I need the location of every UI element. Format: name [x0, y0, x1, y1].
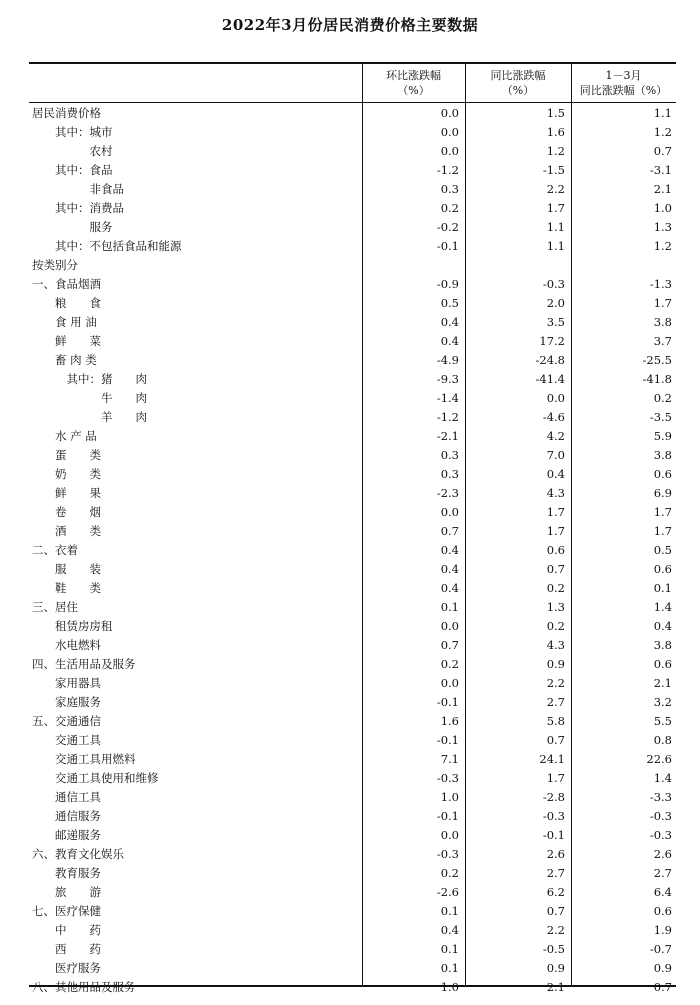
row-label: 三、居住 [32, 600, 78, 614]
row-mom-value: 0.2 [440, 657, 459, 671]
row-mom-value: -1.2 [436, 410, 459, 424]
row-ytd-value: -0.3 [649, 828, 672, 842]
row-ytd-value: 2.1 [653, 182, 672, 196]
row-ytd-value: 3.8 [653, 315, 672, 329]
row-mom-value: 0.7 [440, 638, 459, 652]
row-label: 一、食品烟酒 [32, 277, 101, 291]
row-yoy-value: -4.6 [542, 410, 565, 424]
row-mom-value: 0.4 [440, 334, 459, 348]
row-ytd-value: 5.9 [653, 429, 672, 443]
row-yoy-value: 0.2 [546, 619, 565, 633]
header-yoy [465, 64, 571, 102]
row-mom-value: 0.0 [440, 505, 459, 519]
header-yoy-line2: （%） [501, 84, 535, 97]
row-label: 西 药 [32, 942, 101, 956]
table-row [29, 332, 676, 351]
row-ytd-value: 2.7 [653, 866, 672, 880]
table-row [29, 712, 676, 731]
row-mom-value: -9.3 [436, 372, 459, 386]
row-mom-value: 0.4 [440, 543, 459, 557]
row-label: 租赁房房租 [32, 619, 113, 633]
row-ytd-value: 3.7 [653, 334, 672, 348]
row-mom-value: 0.3 [440, 448, 459, 462]
row-ytd-value: 3.8 [653, 448, 672, 462]
row-label: 羊 肉 [32, 410, 147, 424]
row-yoy-value: 0.4 [546, 467, 565, 481]
row-label: 其中：消费品 [32, 201, 124, 215]
table-row [29, 522, 676, 541]
row-yoy-value: 6.2 [546, 885, 565, 899]
row-ytd-value: 0.6 [653, 562, 672, 576]
table-row [29, 579, 676, 598]
row-ytd-value: 0.2 [653, 391, 672, 405]
row-ytd-value: -1.3 [649, 277, 672, 291]
row-ytd-value: 1.2 [653, 125, 672, 139]
row-yoy-value: 7.0 [546, 448, 565, 462]
header-mom-line1: 环比涨跌幅 [386, 69, 441, 82]
row-mom-value: -4.9 [436, 353, 459, 367]
table-row [29, 883, 676, 902]
row-mom-value: -0.1 [436, 695, 459, 709]
row-yoy-value: 5.8 [546, 714, 565, 728]
row-label: 八、其他用品及服务 [32, 980, 136, 994]
row-mom-value: -0.1 [436, 809, 459, 823]
row-yoy-value: 1.5 [546, 106, 565, 120]
row-label: 粮 食 [32, 296, 101, 310]
row-mom-value: 0.3 [440, 467, 459, 481]
table-row [29, 598, 676, 617]
row-mom-value: 0.4 [440, 315, 459, 329]
row-yoy-value: 1.7 [546, 771, 565, 785]
row-mom-value: 0.1 [440, 942, 459, 956]
row-yoy-value: 1.2 [546, 144, 565, 158]
row-ytd-value: 0.8 [653, 733, 672, 747]
row-yoy-value: 0.7 [546, 733, 565, 747]
row-yoy-value: 2.7 [546, 695, 565, 709]
row-label: 七、医疗保健 [32, 904, 101, 918]
row-ytd-value: -3.3 [649, 790, 672, 804]
table-row [29, 275, 676, 294]
row-yoy-value: 1.3 [546, 600, 565, 614]
row-mom-value: 0.4 [440, 581, 459, 595]
row-yoy-value: 1.1 [546, 220, 565, 234]
row-yoy-value: 2.1 [546, 980, 565, 994]
row-label: 二、衣着 [32, 543, 78, 557]
row-yoy-value: 0.7 [546, 562, 565, 576]
row-ytd-value: 22.6 [646, 752, 672, 766]
table-row [29, 788, 676, 807]
table-row [29, 864, 676, 883]
row-mom-value: 0.0 [440, 125, 459, 139]
row-mom-value: 0.4 [440, 923, 459, 937]
row-ytd-value: 1.2 [653, 239, 672, 253]
row-yoy-value: -0.3 [542, 277, 565, 291]
row-label: 服 装 [32, 562, 101, 576]
row-label: 通信工具 [32, 790, 101, 804]
row-yoy-value: -24.8 [535, 353, 565, 367]
row-yoy-value: 2.2 [546, 923, 565, 937]
header-rule [29, 102, 676, 103]
row-label: 中 药 [32, 923, 101, 937]
table-row [29, 123, 676, 142]
row-mom-value: 0.0 [440, 828, 459, 842]
row-label: 家用器具 [32, 676, 101, 690]
table-row [29, 826, 676, 845]
row-label: 酒 类 [32, 524, 101, 538]
row-ytd-value: 0.9 [653, 961, 672, 975]
table-row [29, 256, 676, 275]
table-row [29, 655, 676, 674]
row-label: 水 产 品 [32, 429, 97, 443]
table-row [29, 104, 676, 123]
table-row [29, 294, 676, 313]
table-row [29, 370, 676, 389]
table-row [29, 845, 676, 864]
row-label: 卷 烟 [32, 505, 101, 519]
row-label: 其中：不包括食品和能源 [32, 239, 182, 253]
table-body [29, 104, 676, 997]
row-ytd-value: 0.4 [653, 619, 672, 633]
row-yoy-value: 24.1 [539, 752, 565, 766]
table-row [29, 199, 676, 218]
row-mom-value: 0.2 [440, 201, 459, 215]
table-row [29, 427, 676, 446]
table-row [29, 446, 676, 465]
row-yoy-value: 2.0 [546, 296, 565, 310]
row-label: 居民消费价格 [32, 106, 101, 120]
row-label: 通信服务 [32, 809, 101, 823]
row-ytd-value: 0.1 [653, 581, 672, 595]
row-label: 服务 [32, 220, 113, 234]
row-label: 水电燃料 [32, 638, 101, 652]
row-ytd-value: 1.3 [653, 220, 672, 234]
row-label: 鲜 菜 [32, 334, 101, 348]
row-yoy-value: 2.7 [546, 866, 565, 880]
row-yoy-value: 1.6 [546, 125, 565, 139]
row-mom-value: -2.1 [436, 429, 459, 443]
row-ytd-value: 2.1 [653, 676, 672, 690]
row-label: 其中：食品 [32, 163, 113, 177]
row-yoy-value: 0.9 [546, 657, 565, 671]
table-row [29, 560, 676, 579]
header-ytd-line2: 同比涨跌幅（%） [579, 84, 668, 97]
header-ytd-line1: 1－3月 [605, 69, 642, 82]
row-yoy-value: -0.3 [542, 809, 565, 823]
row-mom-value: 0.1 [440, 904, 459, 918]
row-label: 蛋 类 [32, 448, 101, 462]
table-row [29, 237, 676, 256]
table-row [29, 180, 676, 199]
row-label: 五、交通通信 [32, 714, 101, 728]
table-row [29, 161, 676, 180]
row-yoy-value: 0.0 [546, 391, 565, 405]
table-row [29, 541, 676, 560]
row-ytd-value: 0.6 [653, 467, 672, 481]
row-yoy-value: 0.2 [546, 581, 565, 595]
row-label: 牛 肉 [32, 391, 147, 405]
table-row [29, 769, 676, 788]
row-label: 按类别分 [32, 258, 78, 272]
table-row [29, 940, 676, 959]
row-yoy-value: 1.7 [546, 524, 565, 538]
row-yoy-value: 0.7 [546, 904, 565, 918]
row-mom-value: -0.1 [436, 733, 459, 747]
table-row [29, 978, 676, 997]
row-yoy-value: 1.7 [546, 505, 565, 519]
table-row [29, 484, 676, 503]
row-yoy-value: -1.5 [542, 163, 565, 177]
row-label: 邮递服务 [32, 828, 101, 842]
table-row [29, 807, 676, 826]
row-ytd-value: 5.5 [653, 714, 672, 728]
row-label: 非食品 [32, 182, 124, 196]
header-ytd [571, 64, 676, 102]
row-label: 交通工具用燃料 [32, 752, 136, 766]
table-row [29, 921, 676, 940]
row-mom-value: 1.0 [440, 980, 459, 994]
row-label: 其中：城市 [32, 125, 113, 139]
row-mom-value: -1.4 [436, 391, 459, 405]
table-row [29, 503, 676, 522]
row-mom-value: 0.0 [440, 106, 459, 120]
row-ytd-value: 1.0 [653, 201, 672, 215]
table-row [29, 636, 676, 655]
row-yoy-value: -0.5 [542, 942, 565, 956]
row-ytd-value: 1.1 [653, 106, 672, 120]
row-ytd-value: 6.9 [653, 486, 672, 500]
row-ytd-value: 0.7 [653, 144, 672, 158]
row-yoy-value: 3.5 [546, 315, 565, 329]
row-ytd-value: -41.8 [642, 372, 672, 386]
row-mom-value: 0.3 [440, 182, 459, 196]
row-label: 旅 游 [32, 885, 101, 899]
row-mom-value: 7.1 [440, 752, 459, 766]
row-ytd-value: 1.4 [653, 600, 672, 614]
row-ytd-value: 0.7 [653, 980, 672, 994]
row-ytd-value: 0.6 [653, 904, 672, 918]
row-label: 鞋 类 [32, 581, 101, 595]
table-row [29, 731, 676, 750]
table-row [29, 142, 676, 161]
row-mom-value: 0.5 [440, 296, 459, 310]
row-yoy-value: 2.2 [546, 182, 565, 196]
row-label: 交通工具 [32, 733, 101, 747]
row-mom-value: 0.2 [440, 866, 459, 880]
row-mom-value: -0.2 [436, 220, 459, 234]
row-ytd-value: 1.9 [653, 923, 672, 937]
row-label: 家庭服务 [32, 695, 101, 709]
row-mom-value: 0.0 [440, 144, 459, 158]
row-label: 其中：猪 肉 [32, 372, 147, 386]
header-yoy-line1: 同比涨跌幅 [490, 69, 546, 82]
table-header [29, 64, 676, 102]
table-row [29, 617, 676, 636]
row-label: 六、教育文化娱乐 [32, 847, 124, 861]
row-ytd-value: 1.7 [653, 505, 672, 519]
row-ytd-value: -3.1 [649, 163, 672, 177]
table-row [29, 313, 676, 332]
table-row [29, 351, 676, 370]
row-ytd-value: 2.6 [653, 847, 672, 861]
row-label: 畜 肉 类 [32, 353, 97, 367]
row-yoy-value: 1.1 [546, 239, 565, 253]
row-ytd-value: 0.5 [653, 543, 672, 557]
row-mom-value: -0.9 [436, 277, 459, 291]
row-label: 奶 类 [32, 467, 101, 481]
row-mom-value: -0.3 [436, 847, 459, 861]
row-yoy-value: 17.2 [539, 334, 565, 348]
table-row [29, 465, 676, 484]
row-mom-value: -0.3 [436, 771, 459, 785]
row-label: 医疗服务 [32, 961, 101, 975]
row-yoy-value: 0.9 [546, 961, 565, 975]
row-ytd-value: -0.7 [649, 942, 672, 956]
row-yoy-value: 2.6 [546, 847, 565, 861]
row-ytd-value: -25.5 [642, 353, 672, 367]
row-label: 教育服务 [32, 866, 101, 880]
table-row [29, 902, 676, 921]
row-yoy-value: 1.7 [546, 201, 565, 215]
row-ytd-value: 1.7 [653, 296, 672, 310]
row-label: 四、生活用品及服务 [32, 657, 136, 671]
row-mom-value: 0.7 [440, 524, 459, 538]
row-ytd-value: 0.6 [653, 657, 672, 671]
table-row [29, 218, 676, 237]
row-mom-value: 0.1 [440, 961, 459, 975]
row-yoy-value: 4.3 [546, 486, 565, 500]
row-ytd-value: -0.3 [649, 809, 672, 823]
row-label: 农村 [32, 144, 113, 158]
table-row [29, 959, 676, 978]
table-row [29, 750, 676, 769]
header-mom [362, 64, 465, 102]
row-ytd-value: 1.4 [653, 771, 672, 785]
table-row [29, 389, 676, 408]
row-mom-value: -2.6 [436, 885, 459, 899]
row-mom-value: 0.0 [440, 676, 459, 690]
row-yoy-value: -2.8 [542, 790, 565, 804]
table-row [29, 674, 676, 693]
row-yoy-value: 4.2 [546, 429, 565, 443]
row-mom-value: 0.4 [440, 562, 459, 576]
row-yoy-value: -0.1 [542, 828, 565, 842]
table-row [29, 408, 676, 427]
row-mom-value: 1.6 [440, 714, 459, 728]
row-label: 交通工具使用和维修 [32, 771, 159, 785]
row-mom-value: 0.0 [440, 619, 459, 633]
row-mom-value: 1.0 [440, 790, 459, 804]
row-ytd-value: 3.8 [653, 638, 672, 652]
table-row [29, 693, 676, 712]
header-mom-line2: （%） [397, 84, 430, 97]
row-label: 鲜 果 [32, 486, 101, 500]
row-ytd-value: 3.2 [653, 695, 672, 709]
row-yoy-value: 0.6 [546, 543, 565, 557]
row-ytd-value: 6.4 [653, 885, 672, 899]
page-title: 2022年3月份居民消费价格主要数据 [221, 16, 479, 34]
row-ytd-value: 1.7 [653, 524, 672, 538]
row-mom-value: -2.3 [436, 486, 459, 500]
row-mom-value: -0.1 [436, 239, 459, 253]
row-yoy-value: -41.4 [535, 372, 565, 386]
row-yoy-value: 2.2 [546, 676, 565, 690]
table-bottom-rule [29, 985, 676, 987]
row-mom-value: -1.2 [436, 163, 459, 177]
row-mom-value: 0.1 [440, 600, 459, 614]
row-ytd-value: -3.5 [649, 410, 672, 424]
row-label: 食 用 油 [32, 315, 97, 329]
row-yoy-value: 4.3 [546, 638, 565, 652]
